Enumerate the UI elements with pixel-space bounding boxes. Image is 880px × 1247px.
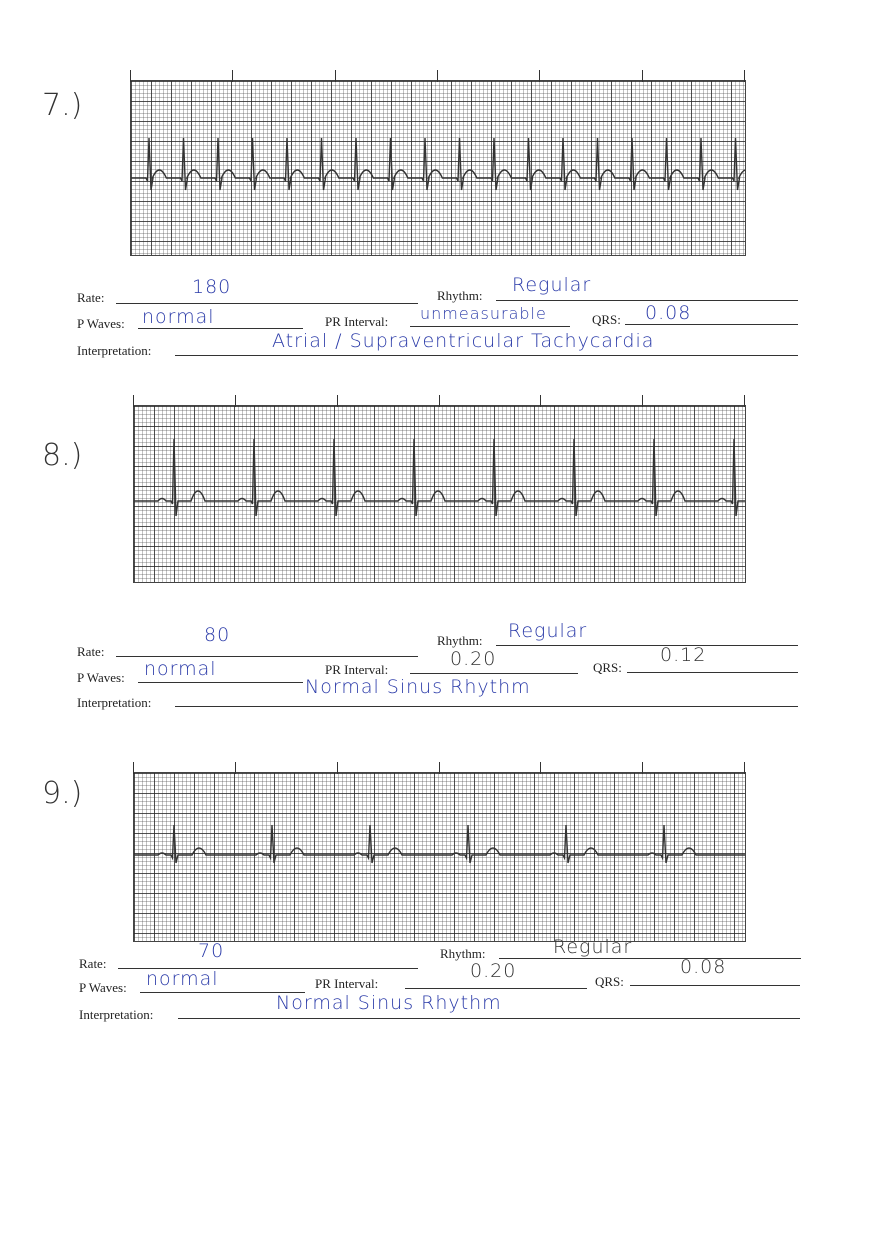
p-waves-answer: normal [146,968,219,990]
timing-mark [540,395,541,407]
timing-mark [642,762,643,774]
ecg-trace [131,138,745,190]
pr-interval-label: PR Interval: [325,662,389,677]
item-number: 8.) [42,438,83,473]
rate-label: Rate: [77,290,105,305]
timing-mark [439,395,440,407]
timing-mark [235,395,236,407]
item-number: 9.) [42,776,83,811]
timing-mark [642,395,643,407]
ecg-trace [134,825,745,863]
pr-interval-label: PR Interval: [325,314,389,329]
timing-mark [337,395,338,407]
qrs-answer: 0.08 [680,956,727,978]
pr-interval-answer: 0.20 [470,960,517,982]
timing-mark [744,762,745,774]
interpretation-label: Interpretation: [79,1007,154,1022]
ecg-strip-9 [133,772,746,942]
p-waves-answer: normal [142,306,215,328]
timing-mark [130,70,131,82]
rate-answer: 180 [192,276,232,298]
item-number: 7.) [42,88,83,123]
timing-mark [744,395,745,407]
timing-mark [335,70,336,82]
timing-mark [133,762,134,774]
timing-mark [539,70,540,82]
rhythm-answer: Regular [512,274,592,296]
interpretation-answer: Normal Sinus Rhythm [305,676,531,698]
interpretation-answer: Atrial / Supraventricular Tachycardia [272,330,655,352]
qrs-label: QRS: [592,312,621,327]
qrs-answer: 0.12 [660,644,707,666]
rhythm-answer: Regular [508,620,588,642]
pr-interval-label: PR Interval: [315,976,379,991]
rhythm-label: Rhythm: [437,633,483,648]
timing-mark [235,762,236,774]
timing-mark [437,70,438,82]
interpretation-answer: Normal Sinus Rhythm [276,992,502,1014]
timing-mark [540,762,541,774]
pr-interval-answer: 0.20 [450,648,497,670]
p-waves-answer: normal [144,658,217,680]
timing-mark [744,70,745,82]
rhythm-label: Rhythm: [437,288,483,303]
p-waves-label: P Waves: [79,980,127,995]
rhythm-label: Rhythm: [440,946,486,961]
qrs-label: QRS: [595,974,624,989]
pr-interval-answer: unmeasurable [420,304,547,323]
p-waves-label: P Waves: [77,670,125,685]
rate-label: Rate: [79,956,107,971]
rhythm-answer: Regular [553,936,633,958]
interpretation-label: Interpretation: [77,343,152,358]
rate-answer: 70 [198,940,225,962]
rate-answer: 80 [204,624,231,646]
ecg-trace [134,439,745,516]
qrs-label: QRS: [593,660,622,675]
ecg-strip-8 [133,405,746,583]
timing-mark [232,70,233,82]
ecg-strip-7 [130,80,746,256]
interpretation-label: Interpretation: [77,695,152,710]
rate-label: Rate: [77,644,105,659]
timing-mark [337,762,338,774]
timing-mark [642,70,643,82]
timing-mark [133,395,134,407]
timing-mark [439,762,440,774]
qrs-answer: 0.08 [645,302,692,324]
p-waves-label: P Waves: [77,316,125,331]
